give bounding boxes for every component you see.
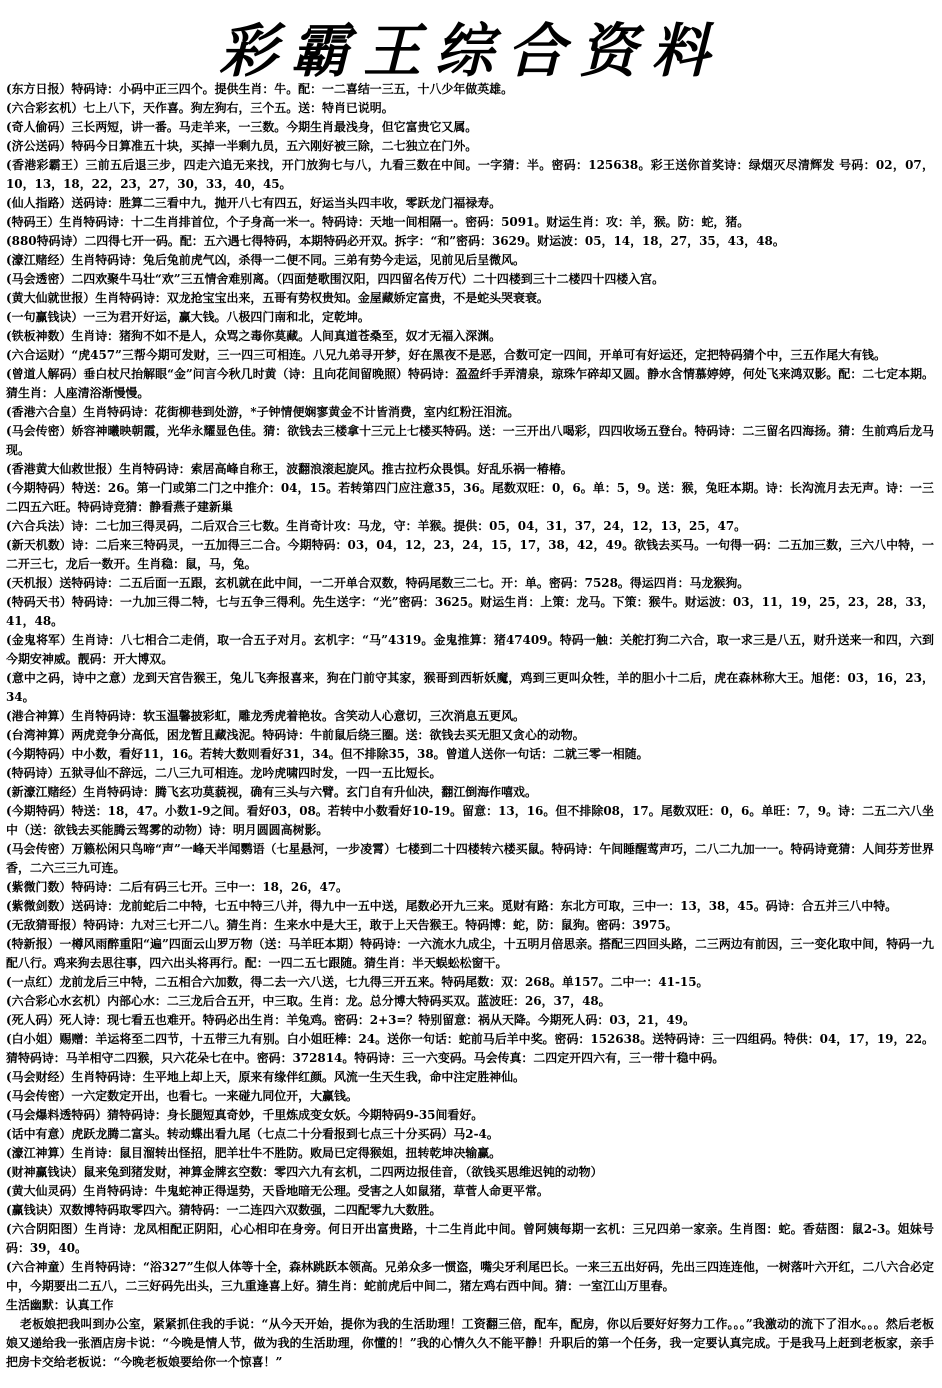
- paragraph: (铁板神数）生肖诗：猪狗不如不是人，众骂之毒你莫藏。人间真道苍桑至，奴才无福入深渊。: [6, 329, 502, 343]
- paragraph: (香港黄大仙救世报）生肖特码诗：索居高峰自称王，波翻浪滚起旋风。推古拉朽众畏惧。好乱乐祸一椿椿。: [6, 462, 573, 476]
- paragraph: (赢钱诀）双数博特码取零四六。猜特码：一二连四六双数强，二四配零九大数胜。: [6, 1203, 442, 1217]
- paragraph: (特码诗）五狱寻仙不辞远，二八三九可相连。龙吟虎啸四时发，一四一五比短长。: [6, 766, 442, 780]
- paragraph: (今期特码）特送：26。第一门或第二门之中推介：04，15。若转第四门应注意35，36。尾数双旺：0，6。单：5，9。送：猴，兔旺本期。诗：长沟流月去无声。诗：一三二四五六旺。特码诗竞猜：静看燕子建新巢: [6, 481, 934, 514]
- paragraph: (香港彩霸王）三前五后退三步，四走六追无来找，开门放狗七与八，九看三数在中间。一字猜：半。密码：125638。彩王送你首奖诗：绿烟灭尽清辉发 号码：02，07，10，13，18，22，23，27，30，33，40，45。: [6, 158, 934, 191]
- paragraph: (六合彩玄机）七上八下，天作喜。狗左狗右，三个五。送：特肖已说明。: [6, 101, 394, 115]
- paragraph: (东方日报）特码诗：小码中正三四个。提供生肖：牛。配：一二喜结一三五，十八少年做英雄。: [6, 82, 514, 96]
- paragraph: (特码王）生肖特码诗：十二生肖排首位，个子身高一米一。特码诗：天地一间相隔一。密码：5091。财运生肖：攻：羊，猴。防：蛇，猪。: [6, 215, 750, 229]
- paragraph: (一点红）龙前龙后三中特，二五相合六加数，得二去一六八送，七九得三开五来。特码尾数：双：268。单157。二中一：41-15。: [6, 975, 709, 989]
- paragraph: (天机报）送特码诗：二五后面一五跟，玄机就在此中间，一二开单合双数，特码尾数三二七。开：单。密码：7528。得运四肖：马龙猴狗。: [6, 576, 750, 590]
- paragraph: (白小姐）赐赠：羊运将至二四节，十五带三九有别。白小姐旺棒：24。送你一句话：蛇前马后羊中奖。密码：152638。送特码诗：三一四组码。特供：04，17，19，22。猜特码诗：马羊相守二四猴，只六花朵七在中。密码：372814。特码诗：三一六变码。马会传真：二四定开四六有，三一带十稳中码。: [6, 1032, 934, 1065]
- paragraph: (马会传密）娇容神曦映朝霞，光华永耀显色佳。猜：欲钱去三楼拿十三元上七楼买特码。送：一三开出八喝彩，四四收场五登台。特码诗：二三留名四海扬。猜：生前鸡后龙马现。: [6, 424, 934, 457]
- paragraph: (一句赢钱诀）一三为君开好运，赢大钱。八极四门南和北，定乾坤。: [6, 310, 370, 324]
- paragraph: (香港六合皇）生肖特码诗：花街柳巷到处游，*子钟情便娴寥黄金不计皆消费，室内红粉汪泪流。: [6, 405, 520, 419]
- paragraph: (今期特码）中小数，看好11，16。若转大数则看好31，34。但不排除35，38。曾道人送你一句话：二就三零一相随。: [6, 747, 649, 761]
- paragraph: (奇人偷码）三长两短，讲一番。马走羊来，一三数。今期生肖最浅身，但它富贵它又属。: [6, 120, 478, 134]
- paragraph: (新濠江赌经）生肖特码诗：腾飞玄功莫藐视，确有三头与六臂。玄门自有升仙决，翻江倒海作嘻戏。: [6, 785, 537, 799]
- paragraph: (新天机数）诗：二后来三特码灵，一五加得三二合。今期特码：03，04，12，23，24，15，17，38，42，49。欲钱去买马。一句得一码：二五加三数，三六八中特，一二开三七，龙后一数开。生肖稳：鼠，马，兔。: [6, 538, 934, 571]
- paragraph: (马会传密）一六定数定开出，也看七。一来碰九同位开，大赢钱。: [6, 1089, 358, 1103]
- paragraph: (880特码诗）二四得七开一码。配：五六遇七得特码，本期特码必开双。拆字：“和”密码：3629。财运波：05，14，18，27，35，43，48。: [6, 234, 785, 248]
- paragraph: (马会财经）生肖特码诗：生平地上却上天，原来有缘伴红颜。风流一生天生我，命中注定胜神仙。: [6, 1070, 525, 1084]
- paragraph: (金鬼将军）生肖诗：八七相合二走俏，取一合五子对月。玄机字：“马”4319。金鬼推算：猪47409。特码一触：关舵打狗二六合，取一求三是八五，财升送来一和四，六到今期安神威。靓码：开大博双。: [6, 633, 934, 666]
- paragraph: (黄大仙灵码）生肖特码诗：牛鬼蛇神正得逞势，天昏地暗无公理。受害之人如鼠猪，草菅人命更平常。: [6, 1184, 549, 1198]
- paragraph: (意中之码，诗中之意）龙到天宫告猴王，兔儿飞奔报喜来，狗在门前守其家，猴哥到西斩妖魔，鸡到三更叫众牲，羊的胆小十二后，虎在森林称大王。旭佬：03，16，23，34。: [6, 671, 934, 704]
- paragraph: (特新报）一樽风雨醉重阳“遍”四面云山罗万物（送：马羊旺本期）特码诗：一六流水九成尘，十五明月倍思亲。搭配三四回头路，二三两边有前因，三一变化取中间，特码一九配八行。鸡来狗去思往事，四六出头将再行。配：一四二五七跟随。猜生肖：半天蜈蚣松窗干。: [6, 937, 934, 970]
- paragraph: (仙人指路）送码诗：胜算二三看中九，抛开八七有四五，好运当头四丰收，零跃龙门福禄寿。: [6, 196, 502, 210]
- paragraph: (紫微门数）特码诗：二后有码三七开。三中一：18，26，47。: [6, 880, 348, 894]
- paragraph: (马会传密）万籁松闲只鸟啼“声”一峰天半闻鹦语（七星悬河，一步凌霄）七楼到二十四楼转六楼买鼠。特码诗：午间睡醒莺声巧，二八二九加一一。特码诗竟猜：人间芬芳世界香，二六三三九可连。: [6, 842, 934, 875]
- paragraph: (马会爆料透特码）猜特码诗：身长腿短真奇妙，千里炼成变女妖。今期特码9-35间看好。: [6, 1108, 484, 1122]
- document-body: [6, 80, 934, 1372]
- humor-story: 老板娘把我叫到办公室，紧紧抓住我的手说：“从今天开始，提你为我的生活助理！工资翻三倍，配车，配房，你以后要好好努力工作。。。”我激动的流下了泪水。。。然后老板娘又递给我一张酒店房卡说：“今晚是情人节，做为我的生活助理，你懂的！”我的心情久久不能平静！升职后的第一个任务，我一定要认真完成。于是我马上赶到老板家，亲手把房卡交给老板说：“今晚老板娘要给你一个惊喜！”: [6, 1317, 934, 1369]
- page-title: 彩霸王综合资料: [218, 17, 723, 85]
- paragraph: (濠江神算）生肖诗：鼠目溜转出怪招，肥羊壮牛不胜防。败局已定得猴姐，扭转乾坤决输赢。: [6, 1146, 502, 1160]
- paragraph: (话中有意）虎跃龙腾二富头。转动蝶出看九尾（七点二十分看报到七点三十分买码）马2-4。: [6, 1127, 499, 1141]
- paragraph: (六合兵法）诗：二七加三得灵码，二后双合三七数。生肖奇计攻：马龙，守：羊猴。提供：05，04，31，37，24，12，13，25，47。: [6, 519, 747, 533]
- paragraph: (六合神童）生肖特码诗：“浴327”生似人体等十全，森林跳跃本领高。兄弟众多一惯盗，嘴尖牙利尾巴长。一来三五出好码，先出三四连连他，一树落叶六开红，二八六合必定中，今期要出二五八，二三好码先出头，三九重逢喜上好。猜生肖：蛇前虎后中间二，猪左鸡右西中间。猜：一室江山万里春。: [6, 1260, 934, 1293]
- paragraph: (六合运财）“虎457”三帮今期可发财，三一四三可相连。八兄九弟寻开梦，好在黑夜不是恶，合数可定一四间，开单可有好运还，定把特码猜个中，三五作尾大有钱。: [6, 348, 886, 362]
- paragraph: (济公送码）特码今日算准五十块，买掉一半剩九员，五六刚好被三除，二七独立在门外。: [6, 139, 478, 153]
- paragraph: (今期特码）特送：18，47。小数1-9之间。看好03，08。若转中小数看好10-19。留意：13，16。但不排除08，17。尾数双旺：0，6。单旺：7，9。诗：二五二六八坐中（送：欲钱去买能腾云驾雾的动物）诗：明月圆圆高树影。: [6, 804, 934, 837]
- paragraph: (黄大仙就世报）生肖特码诗：双龙抢宝宝出来，五哥有势权贵知。金屋藏娇定富贵，不是蛇头哭衰衰。: [6, 291, 549, 305]
- paragraph: (曾道人解码）垂白杖尺抬解眼“金”问言今秋几时黄（诗：且向花间留晚照）特码诗：盈盈纤手弄清泉，琼珠乍碎却又圆。静水含情慕婷婷，何处飞来鸿双影。配：二七定本期。猜生肖：人座清浴渐慢慢。: [6, 367, 934, 400]
- paragraph: (特码天书）特码诗：一九加三得二特，七与五争三得利。先生送字：“光”密码：3625。财运生肖：上策：龙马。下策：猴牛。财运波：03，11，19，25，23，28，33，41，48。: [6, 595, 934, 628]
- paragraph: (马会透密）二四欢聚牛马壮“欢”三五情舍难别离。（四面楚歌围汉阳，四四留名传万代）二十四楼到三十二楼四十四楼入宫。: [6, 272, 665, 286]
- paragraph: (财神赢钱诀）鼠来兔到猪发财，神算金牌玄空数：零四六九有玄机，二四两边报佳音，（欲钱买思维迟钝的动物）: [6, 1165, 603, 1179]
- paragraph: (紫微剑数）送码诗：龙前蛇后二中特，七五中特三八并，得九中一五中送，尾数必开九三来。觅财有路：东北方可取，三中一：13，38，45。码诗：合五并三八中特。: [6, 899, 898, 913]
- paragraph: (六合阴阳图）生肖诗：龙凤相配正阴阳，心心相印在身旁。何日开出富贵路，十二生肖此中间。曾阿姨每期一玄机：三兄四弟一家亲。生肖图：蛇。香菇图：鼠2-3。姐妹号码：39，40。: [6, 1222, 934, 1255]
- paragraph: (港合神算）生肖特码诗：软玉温馨披彩虹，雕龙秀虎着艳妆。含笑动人心意切，三次消息五更风。: [6, 709, 525, 723]
- paragraph: (六合彩心水玄机）内部心水：二三龙后合五开，中三取。生肖：龙。总分博大特码买双。蓝波旺：26，37，48。: [6, 994, 611, 1008]
- paragraph: (无敌猜哥报）特码诗：九对三七开二八。猜生肖：生来水中是大王，敢于上天告猴王。特码博：蛇，防：鼠狗。密码：3975。: [6, 918, 678, 932]
- paragraph: (濠江赌经）生肖特码诗：兔后兔前虎气凶，杀得一二便不同。三弟有势今走运，见前见后呈微风。: [6, 253, 525, 267]
- paragraph: (死人码）死人诗：现七看五也难开。特码必出生肖：羊兔鸡。密码：2+3=？特别留意：祸从天降。今期死人码：03，21，49。: [6, 1013, 695, 1027]
- paragraph: 生活幽默：认真工作: [6, 1298, 114, 1312]
- paragraph: (台湾神算）两虎竞争分高低，困龙暂且藏浅泥。特码诗：牛前鼠后绕三圈。送：欲钱去买无胆又贪心的动物。: [6, 728, 585, 742]
